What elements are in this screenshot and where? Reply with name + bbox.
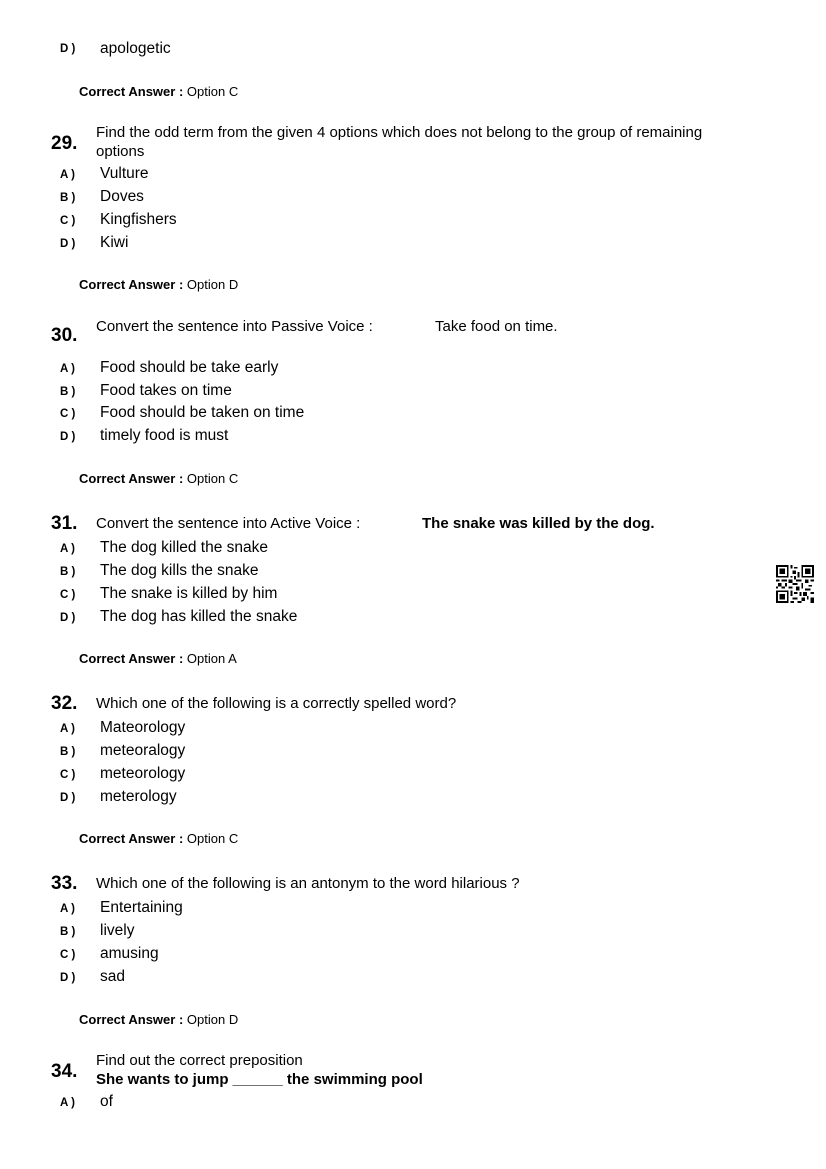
option-label: C ) xyxy=(60,769,76,781)
option-text: The dog kills the snake xyxy=(100,562,259,579)
option-text: The dog killed the snake xyxy=(100,539,269,556)
question-text: Which one of the following is a correctly spelled word? xyxy=(96,695,457,712)
option-label: D ) xyxy=(60,43,76,55)
correct-answer xyxy=(79,1012,238,1027)
option-text: Mateorology xyxy=(100,719,186,736)
option-label: C ) xyxy=(60,408,76,420)
correct-answer-value: Option A xyxy=(186,651,237,666)
correct-answer xyxy=(79,471,238,486)
question-number: 32. xyxy=(51,693,78,714)
option-text: Food should be taken on time xyxy=(100,404,305,421)
option-label: D ) xyxy=(60,792,76,804)
option-label: B ) xyxy=(60,566,76,578)
option-label: D ) xyxy=(60,238,76,250)
option-label: A ) xyxy=(60,723,75,735)
question-number: 31. xyxy=(51,513,78,534)
option-label: A ) xyxy=(60,169,75,181)
option-text: Food should be take early xyxy=(100,359,279,376)
question-text-continued: options xyxy=(96,143,145,160)
option-label: B ) xyxy=(60,926,76,938)
option-label: D ) xyxy=(60,431,76,443)
option-label: A ) xyxy=(60,903,75,915)
option-text: meterology xyxy=(100,788,177,805)
option-label: A ) xyxy=(60,543,75,555)
correct-answer xyxy=(79,651,237,666)
option-text: Kingfishers xyxy=(100,211,177,228)
option-text: timely food is must xyxy=(100,427,229,444)
correct-answer xyxy=(79,277,238,292)
option-text: Doves xyxy=(100,188,144,205)
qr-code-icon xyxy=(776,565,814,603)
correct-answer-prefix: Correct Answer : xyxy=(79,471,184,486)
question-sentence: She wants to jump ______ the swimming pool xyxy=(96,1071,423,1088)
option-label: C ) xyxy=(60,215,76,227)
correct-answer-value: Option D xyxy=(186,1012,239,1027)
option-text: The dog has killed the snake xyxy=(100,608,298,625)
correct-answer-prefix: Correct Answer : xyxy=(79,1012,184,1027)
option-label: B ) xyxy=(60,192,76,204)
option-label: C ) xyxy=(60,589,76,601)
correct-answer-value: Option C xyxy=(186,471,239,486)
option-text: Kiwi xyxy=(100,234,129,251)
question-text: Which one of the following is an antonym to the word hilarious ? xyxy=(96,875,520,892)
option-text: lively xyxy=(100,922,135,939)
correct-answer xyxy=(79,831,238,846)
correct-answer-prefix: Correct Answer : xyxy=(79,831,184,846)
correct-answer-prefix: Correct Answer : xyxy=(79,651,184,666)
option-label: D ) xyxy=(60,972,76,984)
option-text: meteorology xyxy=(100,765,186,782)
correct-answer xyxy=(79,84,238,99)
option-label: C ) xyxy=(60,949,76,961)
option-text: The snake is killed by him xyxy=(100,585,278,602)
question-sentence: The snake was killed by the dog. xyxy=(422,515,655,532)
option-label: A ) xyxy=(60,363,75,375)
option-text: amusing xyxy=(100,945,159,962)
correct-answer-value: Option C xyxy=(186,84,239,99)
option-text: meteoralogy xyxy=(100,742,186,759)
option-label: B ) xyxy=(60,746,76,758)
option-text: sad xyxy=(100,968,125,985)
question-text: Find the odd term from the given 4 options which does not belong to the group of remaining xyxy=(96,124,703,141)
option-label: A ) xyxy=(60,1097,75,1109)
correct-answer-value: Option C xyxy=(186,831,239,846)
option-text: of xyxy=(100,1093,113,1110)
question-number: 30. xyxy=(51,325,78,346)
correct-answer-prefix: Correct Answer : xyxy=(79,84,184,99)
question-text: Convert the sentence into Active Voice : xyxy=(96,515,361,532)
correct-answer-value: Option D xyxy=(186,277,239,292)
question-number: 29. xyxy=(51,133,78,154)
question-number: 33. xyxy=(51,873,78,894)
question-sentence: Take food on time. xyxy=(435,318,558,335)
option-text: Entertaining xyxy=(100,899,183,916)
correct-answer-prefix: Correct Answer : xyxy=(79,277,184,292)
question-text: Convert the sentence into Passive Voice : xyxy=(96,318,373,335)
question-number: 34. xyxy=(51,1061,78,1082)
question-text: Find out the correct preposition xyxy=(96,1052,303,1069)
option-label: D ) xyxy=(60,612,76,624)
option-label: B ) xyxy=(60,386,76,398)
option-text: Vulture xyxy=(100,165,149,182)
option-text: apologetic xyxy=(100,40,171,57)
option-text: Food takes on time xyxy=(100,382,232,399)
